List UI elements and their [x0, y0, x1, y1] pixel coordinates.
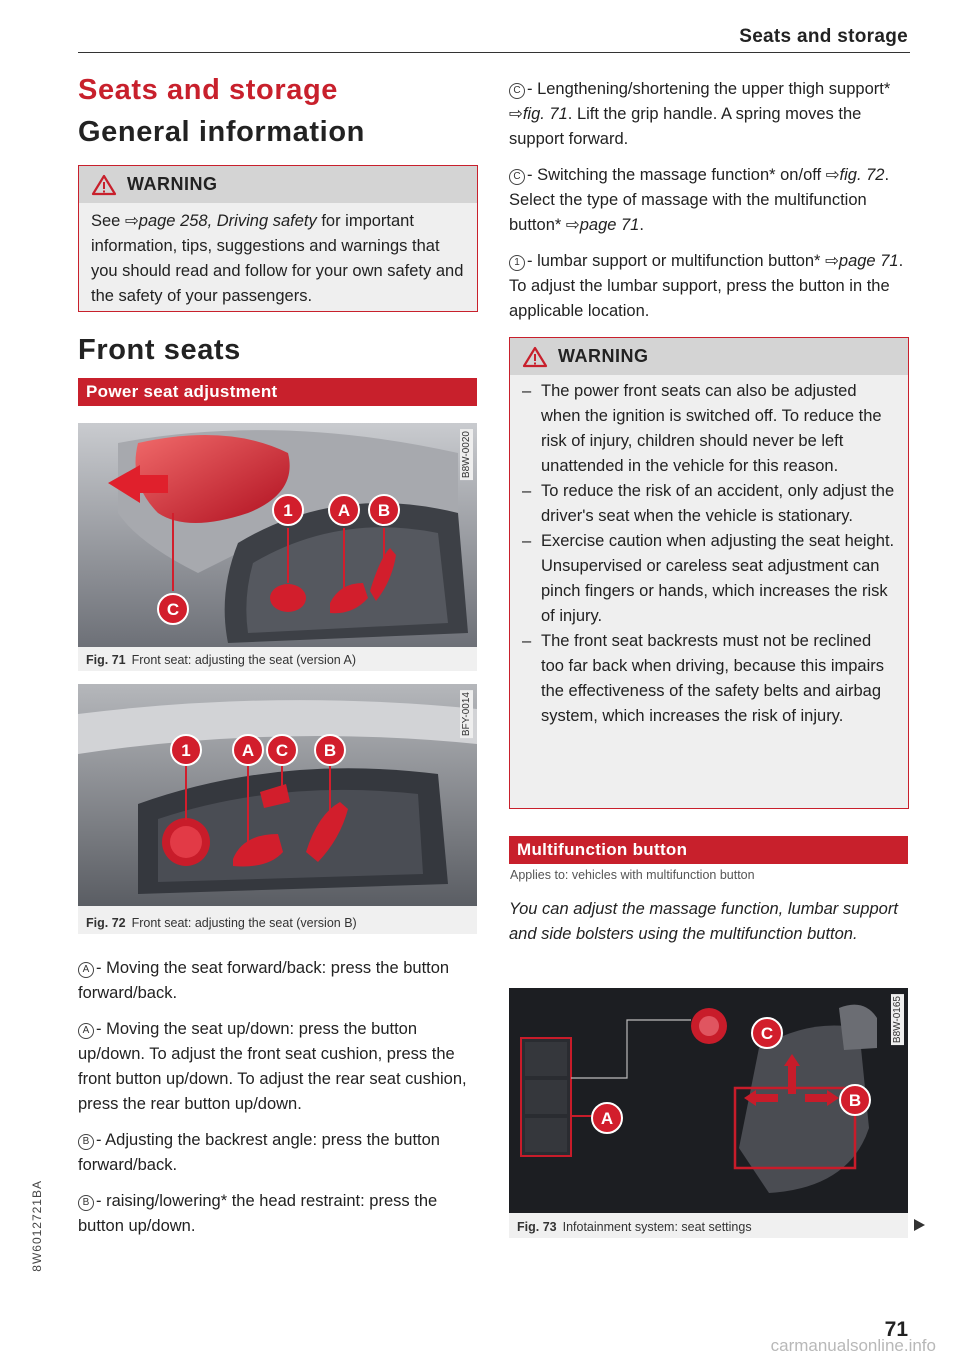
paragraph-text: - Lengthening/shortening the upper thigh support* — [527, 80, 891, 98]
warning-triangle-icon — [91, 174, 117, 196]
figure-caption — [517, 1220, 752, 1234]
warning-heading-text: WARNING — [127, 174, 218, 194]
ref-arrow-icon: ⇨ — [825, 252, 839, 270]
ref-arrow-icon: ⇨ — [565, 216, 580, 234]
warning-list-item: – Exercise caution when adjusting the seat height. Unsupervised or careless seat adjustment can pinch fingers or hands, which increases the risk of injury. — [514, 529, 896, 629]
figure-reference-link[interactable]: fig. 71 — [522, 105, 568, 123]
warning-heading-text: WARNING — [558, 346, 649, 366]
paragraph-head-restraint — [78, 1189, 478, 1239]
callout-1: 1 — [283, 501, 293, 520]
page-number: 71 — [884, 1318, 908, 1341]
warning-body — [79, 203, 477, 315]
paragraph-text: - Moving the seat forward/back: press the button forward/back. — [78, 959, 450, 1002]
figure-73 — [509, 988, 908, 1238]
warning-text: See — [91, 212, 125, 230]
callout-c: C — [275, 741, 289, 760]
paragraph-text: . Lift the grip handle. A spring moves the support forward. — [509, 105, 862, 148]
multifunction-bar — [509, 836, 908, 864]
callout-c: C — [760, 1024, 774, 1043]
callout-b: B — [323, 741, 337, 760]
figure-code: B8W-0020 — [461, 431, 472, 479]
continue-arrow-icon — [914, 1219, 925, 1231]
callout-b: B — [377, 501, 391, 520]
warning-body — [510, 375, 908, 735]
callout-a: A — [241, 741, 255, 760]
paragraph-text: - raising/lowering* the head restraint: press the button up/down. — [78, 1192, 438, 1235]
page-reference-link[interactable]: page 71 — [838, 252, 899, 270]
running-header: Seats and storage — [739, 26, 908, 47]
paragraph-text: . — [639, 216, 644, 234]
page-reference-link[interactable]: page 71 — [579, 216, 640, 234]
warning-list-item: – To reduce the risk of an accident, only adjust the driver's seat when the vehicle is stationary. — [514, 479, 896, 529]
callout-1: 1 — [181, 741, 191, 760]
callout-badge: B — [78, 1134, 94, 1150]
figure-caption-text: Front seat: adjusting the seat (version B) — [131, 916, 357, 930]
figure-caption-text: Front seat: adjusting the seat (version A) — [131, 653, 357, 667]
paragraph-move-forward-back — [78, 956, 478, 1006]
callout-badge: 1 — [509, 255, 525, 271]
callout-c: C — [166, 600, 180, 619]
section-bar-label: Power seat adjustment — [86, 382, 278, 401]
watermark: carmanualsonline.info — [770, 1336, 936, 1355]
warning-box-power-seats — [509, 337, 909, 809]
chapter-title: Seats and storage — [78, 74, 339, 106]
ref-arrow-icon: ⇨ — [124, 212, 139, 230]
paragraph-text: . Select the type of massage with the multifunction button* — [509, 166, 890, 234]
warning-list — [514, 379, 896, 729]
section-intro: You can adjust the massage function, lumbar support and side bolsters using the multifunction button. — [509, 900, 898, 943]
warning-text: for important information, tips, suggestions and warnings that you should read and follow for your own safety and the safety of your passengers. — [91, 212, 464, 305]
callout-b: B — [848, 1091, 862, 1110]
section-title: General information — [78, 116, 365, 148]
header-divider — [78, 52, 910, 53]
applies-to-note: Applies to: vehicles with multifunction button — [510, 868, 755, 882]
paragraph-lumbar — [509, 249, 909, 324]
warning-triangle-icon — [522, 346, 548, 368]
paragraph-backrest-angle — [78, 1128, 478, 1178]
callout-a: A — [337, 501, 351, 520]
figure-number: Fig. 71 — [86, 653, 126, 667]
paragraph-text: - Switching the massage function* on/off — [527, 166, 826, 184]
ref-arrow-icon: ⇨ — [509, 105, 523, 123]
document-code: 8W6012721BA — [30, 1180, 44, 1272]
paragraph-massage — [509, 163, 909, 238]
figure-number: Fig. 72 — [86, 916, 126, 930]
ref-arrow-icon: ⇨ — [825, 166, 840, 184]
paragraph-text: - Moving the seat up/down: press the button up/down. To adjust the front seat cushion, press the front button up/down. To adjust the rear seat cushion, press the rear button up/down. — [78, 1020, 467, 1113]
callout-badge: A — [78, 962, 94, 978]
callout-badge: B — [78, 1195, 94, 1211]
figure-72 — [78, 684, 477, 934]
section-bar-label: Multifunction button — [517, 840, 688, 859]
figure-reference-link[interactable]: fig. 72 — [839, 166, 885, 184]
seat-illustration-b — [78, 684, 477, 906]
paragraph-text: - lumbar support or multifunction button* — [527, 252, 826, 270]
paragraph-text: . To adjust the lumbar support, press the button in the applicable location. — [509, 252, 904, 320]
seat-illustration-a — [78, 423, 477, 647]
paragraph-thigh-support — [509, 77, 909, 152]
warning-list-item: – The front seat backrests must not be reclined too far back when driving, because this impairs the effectiveness of the safety belts and airbag system, which increases the risk of injury. — [514, 629, 896, 729]
figure-caption — [86, 653, 356, 667]
paragraph-text: - Adjusting the backrest angle: press the button forward/back. — [78, 1131, 440, 1174]
callout-badge: C — [509, 169, 525, 185]
paragraph-move-up-down — [78, 1017, 478, 1117]
figure-71 — [78, 423, 477, 671]
figure-caption — [86, 916, 357, 930]
warning-list-item: – The power front seats can also be adjusted when the ignition is switched off. To reduce the risk of injury, children should never be left unattended in the vehicle for this reason. — [514, 379, 896, 479]
callout-badge: A — [78, 1023, 94, 1039]
infotainment-illustration — [509, 988, 908, 1213]
callout-a: A — [600, 1109, 614, 1128]
warning-header — [79, 166, 477, 203]
callout-badge: C — [509, 83, 525, 99]
front-seats-heading: Front seats — [78, 334, 241, 366]
warning-header — [510, 338, 908, 375]
figure-code: B8W-0165 — [892, 996, 903, 1044]
page-reference-link[interactable]: page 258, Driving safety — [138, 212, 317, 230]
figure-code: BFY-0014 — [461, 692, 472, 737]
figure-number: Fig. 73 — [517, 1220, 557, 1234]
warning-box-general — [78, 165, 478, 312]
power-seat-bar — [78, 378, 477, 406]
figure-caption-text: Infotainment system: seat settings — [562, 1220, 752, 1234]
